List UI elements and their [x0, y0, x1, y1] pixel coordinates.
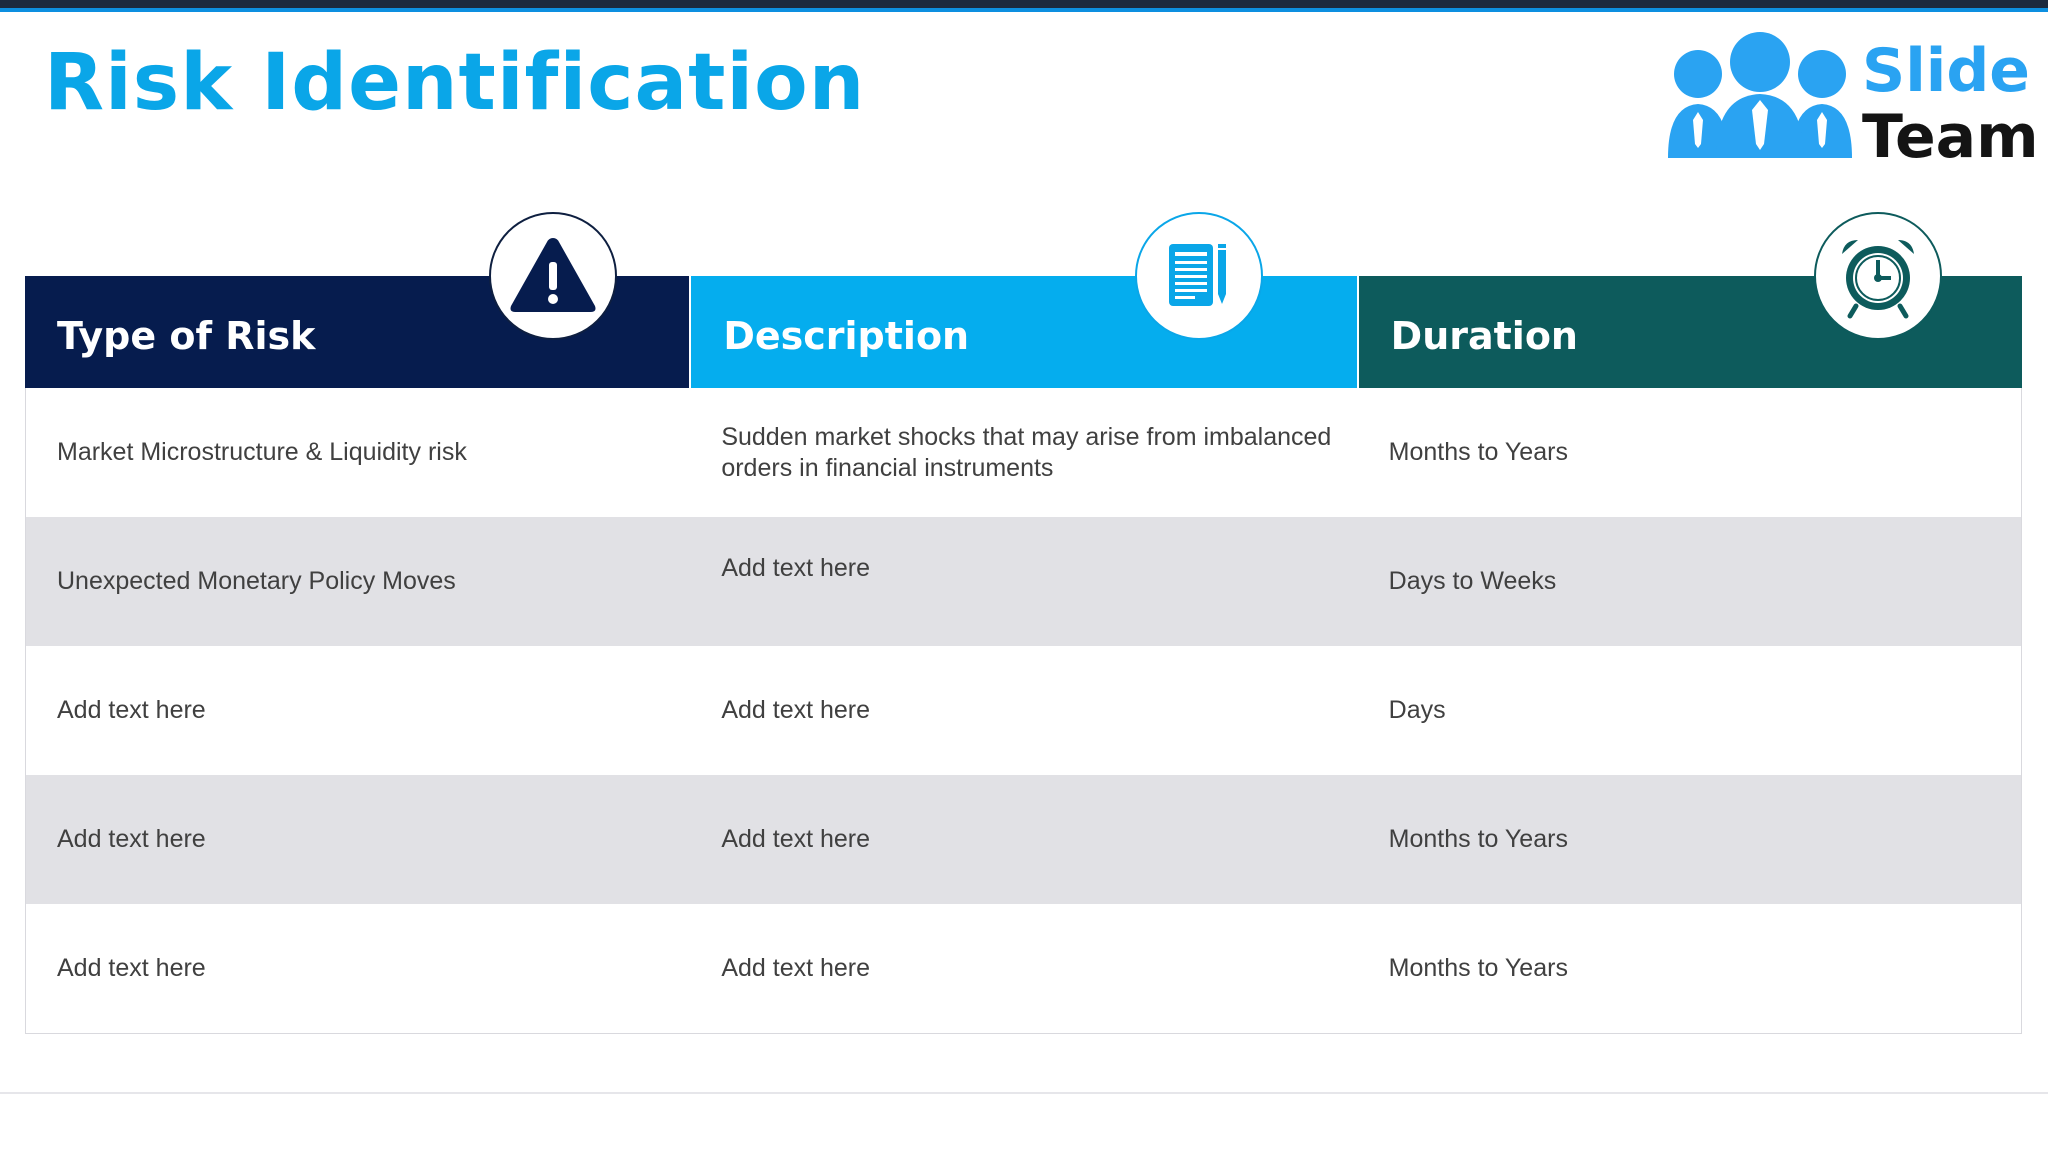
table-body [25, 388, 2022, 1034]
page-title: Risk Identification [44, 38, 866, 128]
column-header-label: Description [723, 314, 970, 358]
cell-type: Unexpected Monetary Policy Moves [57, 567, 456, 595]
cell-type: Market Microstructure & Liquidity risk [57, 438, 467, 466]
header-badge [489, 212, 617, 340]
table-row [26, 517, 2021, 646]
cell-description: Add text here [721, 825, 871, 853]
logo-word-team: Team [1862, 102, 2039, 172]
column-header-duration [1359, 276, 2022, 388]
header-badge [1814, 212, 1942, 340]
logo-word-slide: Slide [1862, 36, 2030, 106]
risk-table [25, 276, 2022, 1034]
column-header-label: Type of Risk [57, 314, 316, 358]
table-row [26, 904, 2021, 1033]
top-accent-bar [0, 0, 2048, 12]
column-header-type-of-risk [25, 276, 689, 388]
cell-type: Add text here [57, 696, 206, 724]
cell-duration: Days [1388, 696, 1446, 724]
cell-type: Add text here [57, 825, 206, 853]
footer-divider [0, 1092, 2048, 1094]
cell-duration: Months to Years [1388, 825, 1568, 853]
table-row [26, 775, 2021, 904]
column-header-description [691, 276, 1356, 388]
cell-duration: Days to Weeks [1388, 567, 1557, 595]
column-header-label: Duration [1390, 314, 1578, 358]
warning-icon [505, 228, 601, 324]
cell-description: Add text here [721, 696, 871, 724]
cell-description: Add text here [721, 954, 871, 982]
cell-duration: Months to Years [1388, 954, 1568, 982]
document-pencil-icon [1159, 236, 1239, 316]
alarm-clock-icon [1834, 232, 1922, 320]
header-badge [1135, 212, 1263, 340]
cell-type: Add text here [57, 954, 206, 982]
cell-description: Sudden market shocks that may arise from imbalanced orders in financial instruments [721, 422, 1332, 482]
table-header-row [25, 276, 2022, 388]
cell-duration: Months to Years [1388, 438, 1568, 466]
table-row [26, 388, 2021, 517]
table-row [26, 646, 2021, 775]
cell-description: Add text here [721, 554, 871, 582]
people-icon [1660, 26, 1860, 166]
brand-logo [1660, 26, 2039, 176]
